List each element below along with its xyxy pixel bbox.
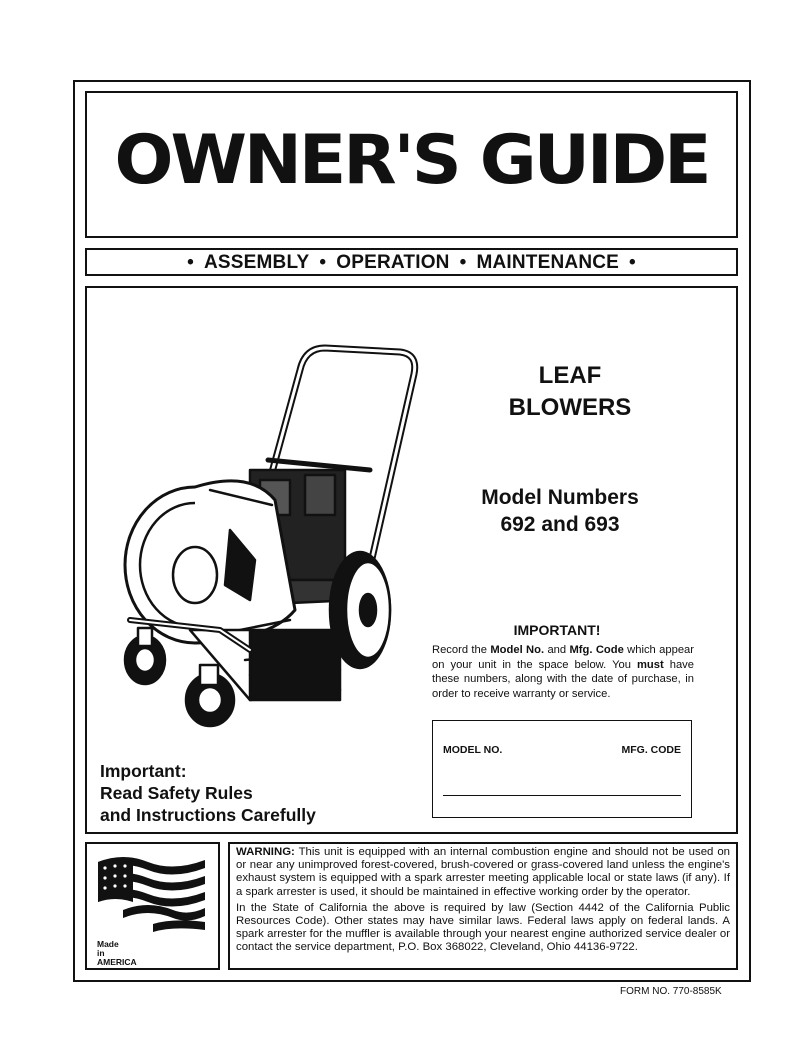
made-in-line2: in [97, 948, 105, 958]
bullet: • [629, 252, 636, 273]
subtitle-maintenance: MAINTENANCE [476, 252, 620, 273]
form-number: FORM NO. 770-8585K [620, 986, 722, 997]
text: This unit is equipped with an internal combustion engine and should not be used on or near any unimproved forest-covered, brush-covered or grass-covered land unless the engine's exhaust system is equipped with a spark arrester meeting applicable local or state laws (if any). If a spark arrester is used, it should be maintained in effective working order by the operator. [236, 846, 730, 898]
warning-paragraph-1 [236, 846, 730, 899]
bullet: • [187, 252, 194, 273]
warning-box [228, 842, 738, 970]
page-title: OWNER'S GUIDE [114, 121, 709, 200]
text-bold: Model No. [490, 644, 545, 656]
text: which appear on your unit in the space below. You [432, 644, 694, 671]
subtitle-assembly: ASSEMBLY [203, 252, 310, 273]
safety-line1: Important: [100, 761, 187, 781]
text: and [544, 644, 570, 656]
text: have these numbers, along with the date of purchase, in order to receive warranty or service. [432, 658, 694, 700]
subtitle-operation: OPERATION [336, 252, 450, 273]
warning-paragraph-2: In the State of California the above is required by law (Section 4442 of the California Public Resources Code). Other states may have similar laws. Federal laws apply on federal lands. A spark arrester for the muffler is available through your nearest engine authorized service dealer or contact the service department, P.O. Box 368022, Cleveland, Ohio 44136-9722. [236, 901, 730, 954]
safety-line3: and Instructions Carefully [100, 805, 316, 825]
american-flag-icon [93, 852, 213, 942]
record-box [432, 720, 692, 818]
leaf-blower-illustration [100, 330, 430, 730]
warning-text [236, 846, 730, 958]
bullet: • [319, 252, 327, 273]
model-numbers-line2: 692 and 693 [500, 513, 620, 536]
product-title [470, 360, 670, 424]
safety-notice [100, 760, 400, 826]
text: Record the [432, 644, 491, 656]
model-numbers-line1: Model Numbers [481, 486, 639, 509]
mfg-code-label: MFG. CODE [621, 744, 681, 756]
model-no-label: MODEL NO. [443, 744, 503, 756]
made-in-line3: AMERICA [97, 957, 137, 967]
made-in-america [97, 940, 137, 967]
record-line [443, 795, 681, 796]
product-title-line2: BLOWERS [508, 394, 632, 421]
subtitle-bar [87, 252, 736, 274]
text-bold: Mfg. Code [569, 644, 624, 656]
product-title-line1: LEAF [538, 362, 602, 389]
bullet: • [459, 252, 467, 273]
made-in-line1: Made [97, 939, 119, 949]
text-bold: must [636, 658, 664, 671]
warning-label: WARNING: [236, 846, 295, 858]
title-box [85, 91, 738, 238]
subtitle-box [85, 248, 738, 276]
important-paragraph [432, 643, 694, 701]
important-heading: IMPORTANT! [513, 622, 601, 638]
safety-line2: Read Safety Rules [100, 783, 253, 803]
flag-box [85, 842, 220, 970]
model-numbers [445, 484, 675, 538]
